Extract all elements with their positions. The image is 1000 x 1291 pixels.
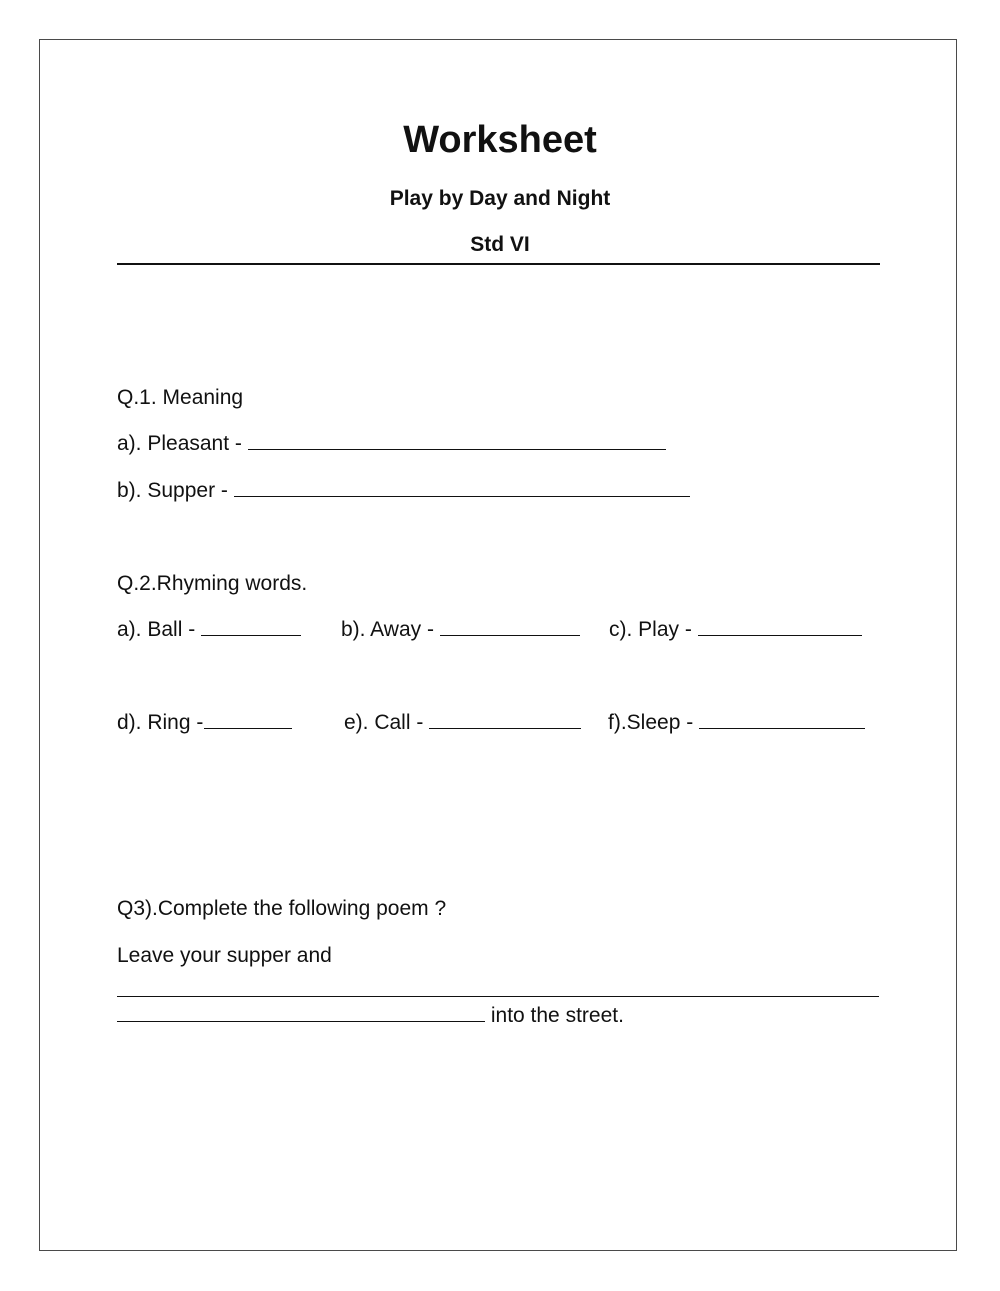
q2-item-f-answer-blank[interactable] (699, 710, 865, 729)
header-divider (117, 263, 880, 265)
q3-poem-line-3-suffix: into the street. (490, 1004, 624, 1027)
worksheet-subtitle: Play by Day and Night (389, 187, 611, 210)
q2-item-d-label: d). Ring - (117, 711, 204, 734)
q1-item-b (117, 478, 690, 504)
q2-item-d-answer-blank[interactable] (204, 710, 292, 729)
q2-item-b-label: b). Away - (341, 618, 434, 641)
q2-item-c-answer-blank[interactable] (698, 617, 862, 636)
q2-item-e-label: e). Call - (344, 711, 424, 734)
q2-item-c (609, 617, 862, 643)
q2-item-d (117, 710, 292, 736)
q2-item-a-answer-blank[interactable] (201, 617, 301, 636)
q3-heading: Q3).Complete the following poem ? (117, 897, 447, 920)
q1-item-a (117, 431, 666, 457)
q1-item-a-label: a). Pleasant - (117, 432, 242, 455)
q1-heading: Q.1. Meaning (117, 386, 244, 409)
q2-item-f-label: f).Sleep - (608, 711, 694, 734)
q1-item-b-answer-blank[interactable] (234, 478, 690, 497)
q2-item-e-answer-blank[interactable] (429, 710, 581, 729)
q2-item-b-answer-blank[interactable] (440, 617, 580, 636)
q2-item-b (341, 617, 580, 643)
q3-poem-line-3-blank[interactable] (117, 1003, 485, 1022)
q2-heading: Q.2.Rhyming words. (117, 572, 308, 595)
q3-poem-line-1: Leave your supper and (117, 944, 332, 967)
q2-item-a-label: a). Ball - (117, 618, 196, 641)
q2-item-f (608, 710, 865, 736)
worksheet-title: Worksheet (403, 119, 597, 161)
class-standard: Std VI (470, 233, 530, 256)
q2-item-e (344, 710, 581, 736)
q2-item-a (117, 617, 301, 643)
q2-item-c-label: c). Play - (609, 618, 692, 641)
q3-poem-line-2-blank[interactable] (117, 996, 879, 997)
q1-item-a-answer-blank[interactable] (248, 431, 666, 450)
q3-poem-line-3 (117, 1003, 624, 1029)
page-border (39, 39, 957, 1251)
q1-item-b-label: b). Supper - (117, 479, 228, 502)
